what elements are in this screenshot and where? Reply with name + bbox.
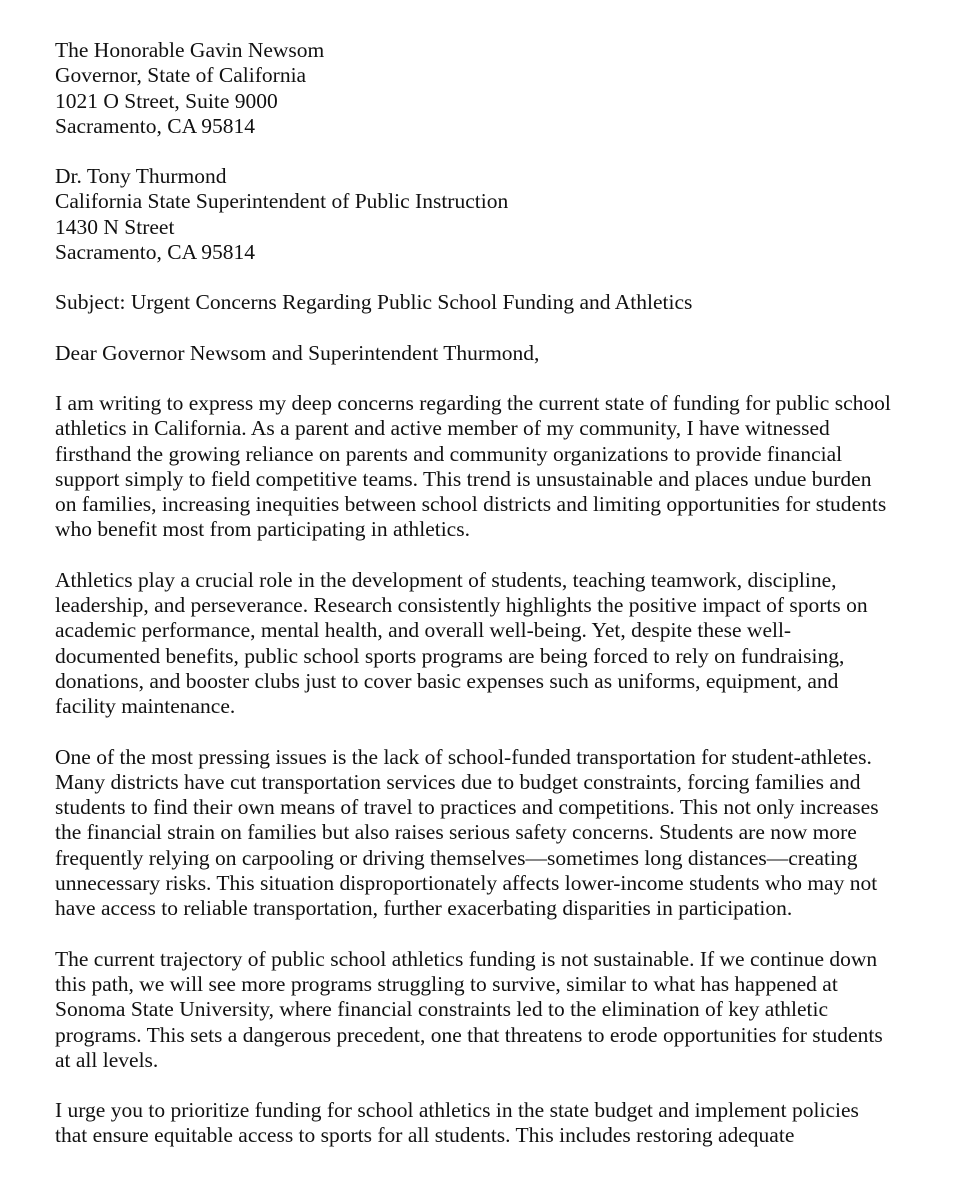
body-paragraph-5: I urge you to prioritize funding for school athletics in the state budget and implement policies that ensure equitable access to sports for all students. This includes restoring adequate: [55, 1098, 859, 1148]
body-paragraph-4: The current trajectory of public school athletics funding is not sustainable. If we continue down this path, we will see more programs struggling to survive, similar to what has happened at Sonoma State University, where financial constraints led to the elimination of key athletic programs. This sets a dangerous precedent, one that threatens to erode opportunities for students at all levels.: [55, 946, 883, 1072]
salutation: Dear Governor Newsom and Superintendent Thurmond,: [55, 340, 540, 365]
body-paragraph-1: I am writing to express my deep concerns regarding the current state of funding for public school athletics in California. As a parent and active member of my community, I have witnessed firsthand the growing reliance on parents and community organizations to provide financial support simply to field competitive teams. This trend is unsustainable and places undue burden on families, increasing inequities between school districts and limiting opportunities for students who benefit most from participating in athletics.: [55, 390, 891, 542]
address-line: California State Superintendent of Public Instruction: [55, 189, 509, 214]
subject-line: Subject: Urgent Concerns Regarding Public School Funding and Athletics: [55, 290, 693, 315]
recipient-address-governor: [55, 38, 935, 139]
body-paragraph-2: Athletics play a crucial role in the development of students, teaching teamwork, discipline, leadership, and perseverance. Research consistently highlights the positive impact of sports on academic performance, mental health, and overall well-being. Yet, despite these well- documented benefits, public school sports programs are being forced to rely on fundraising, donations, and booster clubs just to cover basic expenses such as uniforms, equipment, and facility maintenance.: [55, 567, 868, 719]
address-line: Dr. Tony Thurmond: [55, 164, 227, 189]
body-paragraph-3: One of the most pressing issues is the lack of school-funded transportation for student-athletes. Many districts have cut transportation services due to budget constraints, forcing families and students to find their own means of travel to practices and competitions. This not only increases the financial strain on families but also raises serious safety concerns. Students are now more frequently relying on carpooling or driving themselves—sometimes long distances—creating unnecessary risks. This situation disproportionately affects lower-income students who may not have access to reliable transportation, further exacerbating disparities in participation.: [55, 744, 879, 921]
address-line: Sacramento, CA 95814: [55, 113, 256, 138]
address-line: Governor, State of California: [55, 63, 307, 88]
letter-page: [55, 38, 935, 1174]
address-line: 1430 N Street: [55, 214, 175, 239]
address-line: Sacramento, CA 95814: [55, 240, 256, 265]
recipient-address-superintendent: [55, 164, 935, 265]
address-line: 1021 O Street, Suite 9000: [55, 88, 278, 113]
address-line: The Honorable Gavin Newsom: [55, 38, 325, 62]
